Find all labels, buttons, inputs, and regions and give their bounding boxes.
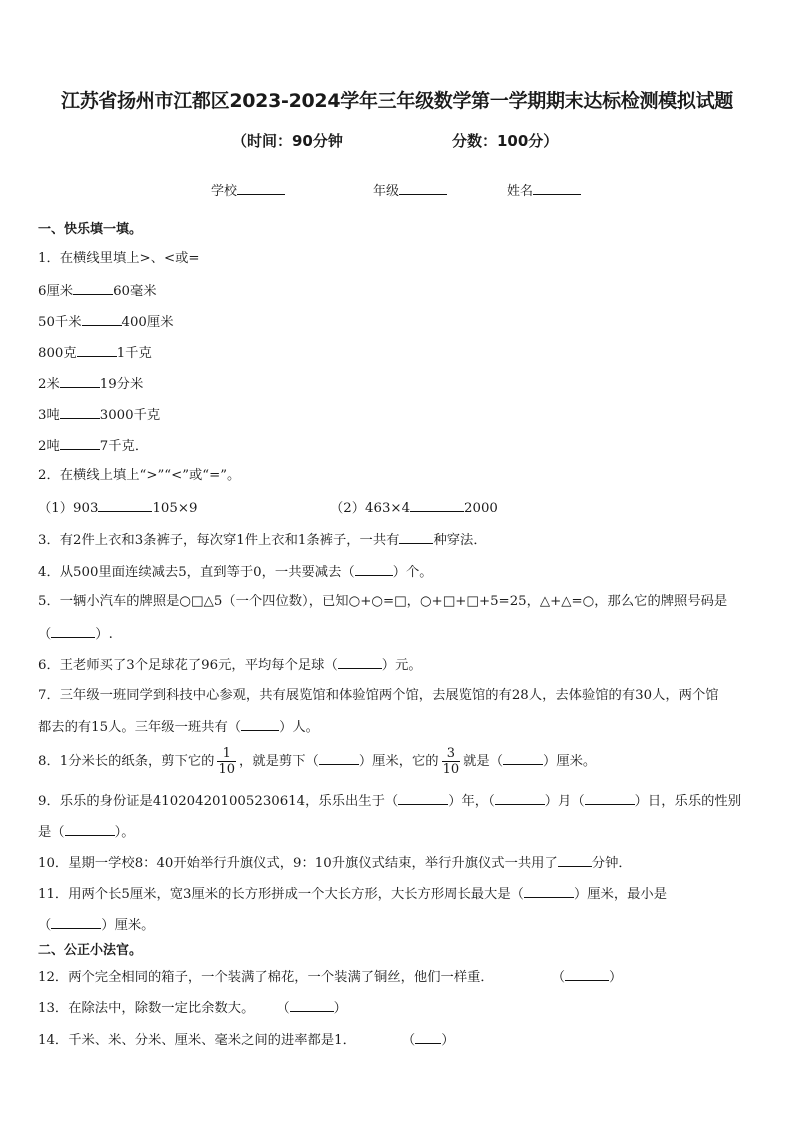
- question-text: 9．乐乐的身份证是410204201005230614，乐乐出生于（: [38, 794, 399, 809]
- answer-blank[interactable]: [398, 791, 448, 805]
- name-field: [507, 180, 581, 199]
- exam-score: 分数：100分）: [452, 132, 559, 150]
- name-blank[interactable]: [533, 181, 581, 195]
- question-2-part-1: [38, 498, 197, 518]
- question-text: ）日，乐乐的性别: [634, 794, 742, 809]
- answer-blank[interactable]: [415, 1030, 441, 1044]
- answer-blank[interactable]: [73, 281, 113, 295]
- question-1-item: [38, 312, 174, 332]
- item-right: 1千克: [116, 346, 152, 361]
- question-text: 分钟．: [591, 856, 632, 871]
- fraction-denominator: 10: [218, 762, 236, 777]
- school-field: [211, 180, 285, 199]
- question-text: （: [38, 918, 52, 933]
- fraction: [217, 746, 236, 777]
- exam-title: 江苏省扬州市江都区2023-2024学年三年级数学第一学期期末达标检测模拟试题: [61, 90, 733, 112]
- question-6: [38, 655, 422, 675]
- answer-blank[interactable]: [355, 562, 393, 576]
- fraction: [442, 746, 461, 777]
- question-text: 10．星期一学校8：40开始举行升旗仪式，9：10升旗仪式结束，举行升旗仪式一共用了: [38, 856, 558, 871]
- item-left: 3吨: [38, 408, 60, 423]
- item-right: 400厘米: [121, 315, 174, 330]
- bracket-open: （: [401, 1033, 416, 1048]
- section-heading: 一、快乐填一填。: [38, 222, 143, 237]
- bracket-open: （: [551, 970, 566, 985]
- question-9-line-2: [38, 822, 135, 842]
- grade-blank[interactable]: [399, 181, 447, 195]
- fraction-denominator: 10: [442, 762, 460, 777]
- grade-label: 年级: [373, 184, 400, 199]
- question-2-part-2: [330, 498, 498, 518]
- question-text: 3．有2件上衣和3条裤子，每次穿1件上衣和1条裤子，一共有: [38, 533, 400, 548]
- fraction-numerator: 3: [442, 746, 461, 762]
- question-11-line-1: [38, 884, 667, 904]
- item-left: 2吨: [38, 439, 60, 454]
- school-label: 学校: [211, 184, 238, 199]
- question-1-item: [38, 281, 157, 301]
- question-4: [38, 562, 433, 582]
- item-left: 50千米: [38, 315, 82, 330]
- answer-blank[interactable]: [51, 624, 95, 638]
- answer-blank[interactable]: [558, 853, 592, 867]
- question-text: ）厘米。: [101, 918, 155, 933]
- item-right: 60毫米: [113, 284, 157, 299]
- question-text: 都去的有15人。三年级一班共有（: [38, 720, 242, 735]
- answer-blank[interactable]: [585, 791, 635, 805]
- exam-time: （时间：90分钟: [232, 132, 343, 150]
- answer-blank[interactable]: [51, 915, 101, 929]
- question-7-line-2: [38, 717, 319, 737]
- question-11-line-2: [38, 915, 154, 935]
- question-13: [38, 998, 347, 1018]
- question-1-item: [38, 343, 152, 363]
- grade-field: [373, 180, 447, 199]
- item-left: 2米: [38, 377, 60, 392]
- question-text: 4．从500里面连续减去5，直到等于0，一共要减去（: [38, 565, 355, 580]
- question-text: ）月（: [544, 794, 585, 809]
- question-9-line-1: [38, 791, 741, 811]
- question-text: ）年，（: [448, 794, 495, 809]
- question-14: [38, 1030, 455, 1050]
- question-text: ）个。: [392, 565, 433, 580]
- question-text: ）元。: [381, 658, 422, 673]
- answer-blank[interactable]: [65, 822, 115, 836]
- question-text: ）。: [114, 825, 135, 840]
- fraction-numerator: 1: [217, 746, 236, 762]
- part-left: （2）463×4: [330, 501, 411, 516]
- question-3: [38, 530, 487, 550]
- answer-blank[interactable]: [60, 405, 100, 419]
- item-right: 7千克．: [99, 439, 149, 454]
- question-text: 种穿法．: [433, 533, 487, 548]
- question-text: ）厘米。: [543, 754, 597, 769]
- answer-blank[interactable]: [319, 751, 359, 765]
- question-text: ）人。: [279, 720, 319, 735]
- item-left: 800克: [38, 346, 77, 361]
- part-left: （1）903: [38, 501, 99, 516]
- question-text: 14．千米、米、分米、厘米、毫米之间的进率都是1．: [38, 1033, 356, 1048]
- answer-blank[interactable]: [241, 717, 279, 731]
- answer-blank[interactable]: [338, 655, 382, 669]
- answer-blank[interactable]: [399, 530, 433, 544]
- question-8: [38, 744, 596, 780]
- question-5-line-1: 5．一辆小汽车的牌照是○□△5（一个四位数），已知○+○=□，○+□+□+5=25，△+△=○，那么它的牌照号码是: [38, 594, 728, 609]
- bracket-open: （: [276, 1001, 290, 1016]
- question-text: 8．1分米长的纸条，剪下它的: [38, 754, 215, 769]
- answer-blank[interactable]: [524, 884, 574, 898]
- answer-blank[interactable]: [503, 751, 543, 765]
- question-text: 是（: [38, 825, 65, 840]
- answer-blank[interactable]: [77, 343, 117, 357]
- question-text: ）.: [95, 627, 113, 642]
- bracket-close: ）: [441, 1033, 455, 1048]
- question-text: 13．在除法中，除数一定比余数大。: [38, 1001, 255, 1016]
- question-text: ）厘米，最小是: [573, 887, 668, 902]
- answer-blank[interactable]: [98, 498, 152, 512]
- answer-blank[interactable]: [60, 374, 100, 388]
- school-blank[interactable]: [237, 181, 285, 195]
- answer-blank[interactable]: [565, 967, 609, 981]
- question-1-item: [38, 436, 148, 456]
- name-label: 姓名: [507, 184, 534, 199]
- question-text: 12．两个完全相同的箱子，一个装满了棉花，一个装满了铜丝，他们一样重．: [38, 970, 494, 985]
- section-heading: 二、公正小法官。: [38, 943, 143, 958]
- answer-blank[interactable]: [410, 498, 464, 512]
- question-5-line-2: [38, 624, 113, 644]
- question-text: 6．王老师买了3个足球花了96元，平均每个足球（: [38, 658, 338, 673]
- question-text: （: [38, 627, 52, 642]
- question-12: [38, 967, 622, 987]
- question-2-stem: 2．在横线上填上“>”“<”或“=”。: [38, 468, 241, 483]
- question-text: 11．用两个长5厘米，宽3厘米的长方形拼成一个大长方形，大长方形周长最大是（: [38, 887, 524, 902]
- item-left: 6厘米: [38, 284, 74, 299]
- item-right: 19分米: [99, 377, 144, 392]
- item-right: 3000千克: [99, 408, 161, 423]
- part-right: 2000: [464, 501, 498, 516]
- answer-blank[interactable]: [82, 312, 122, 326]
- question-1-stem: 1．在横线里填上>、<或=: [38, 251, 200, 266]
- question-1-item: [38, 405, 160, 425]
- question-1-item: [38, 374, 143, 394]
- question-text: ，就是剪下（: [239, 754, 319, 769]
- answer-blank[interactable]: [290, 998, 334, 1012]
- question-text: 就是（: [463, 754, 504, 769]
- part-right: 105×9: [152, 501, 198, 516]
- question-7-line-1: 7．三年级一班同学到科技中心参观，共有展览馆和体验馆两个馆，去展览馆的有28人，去体验馆的有30人，两个馆: [38, 688, 719, 703]
- question-10: [38, 853, 632, 873]
- answer-blank[interactable]: [495, 791, 545, 805]
- bracket-close: ）: [609, 970, 623, 985]
- answer-blank[interactable]: [60, 436, 100, 450]
- bracket-close: ）: [333, 1001, 347, 1016]
- question-text: ）厘米，它的: [358, 754, 439, 769]
